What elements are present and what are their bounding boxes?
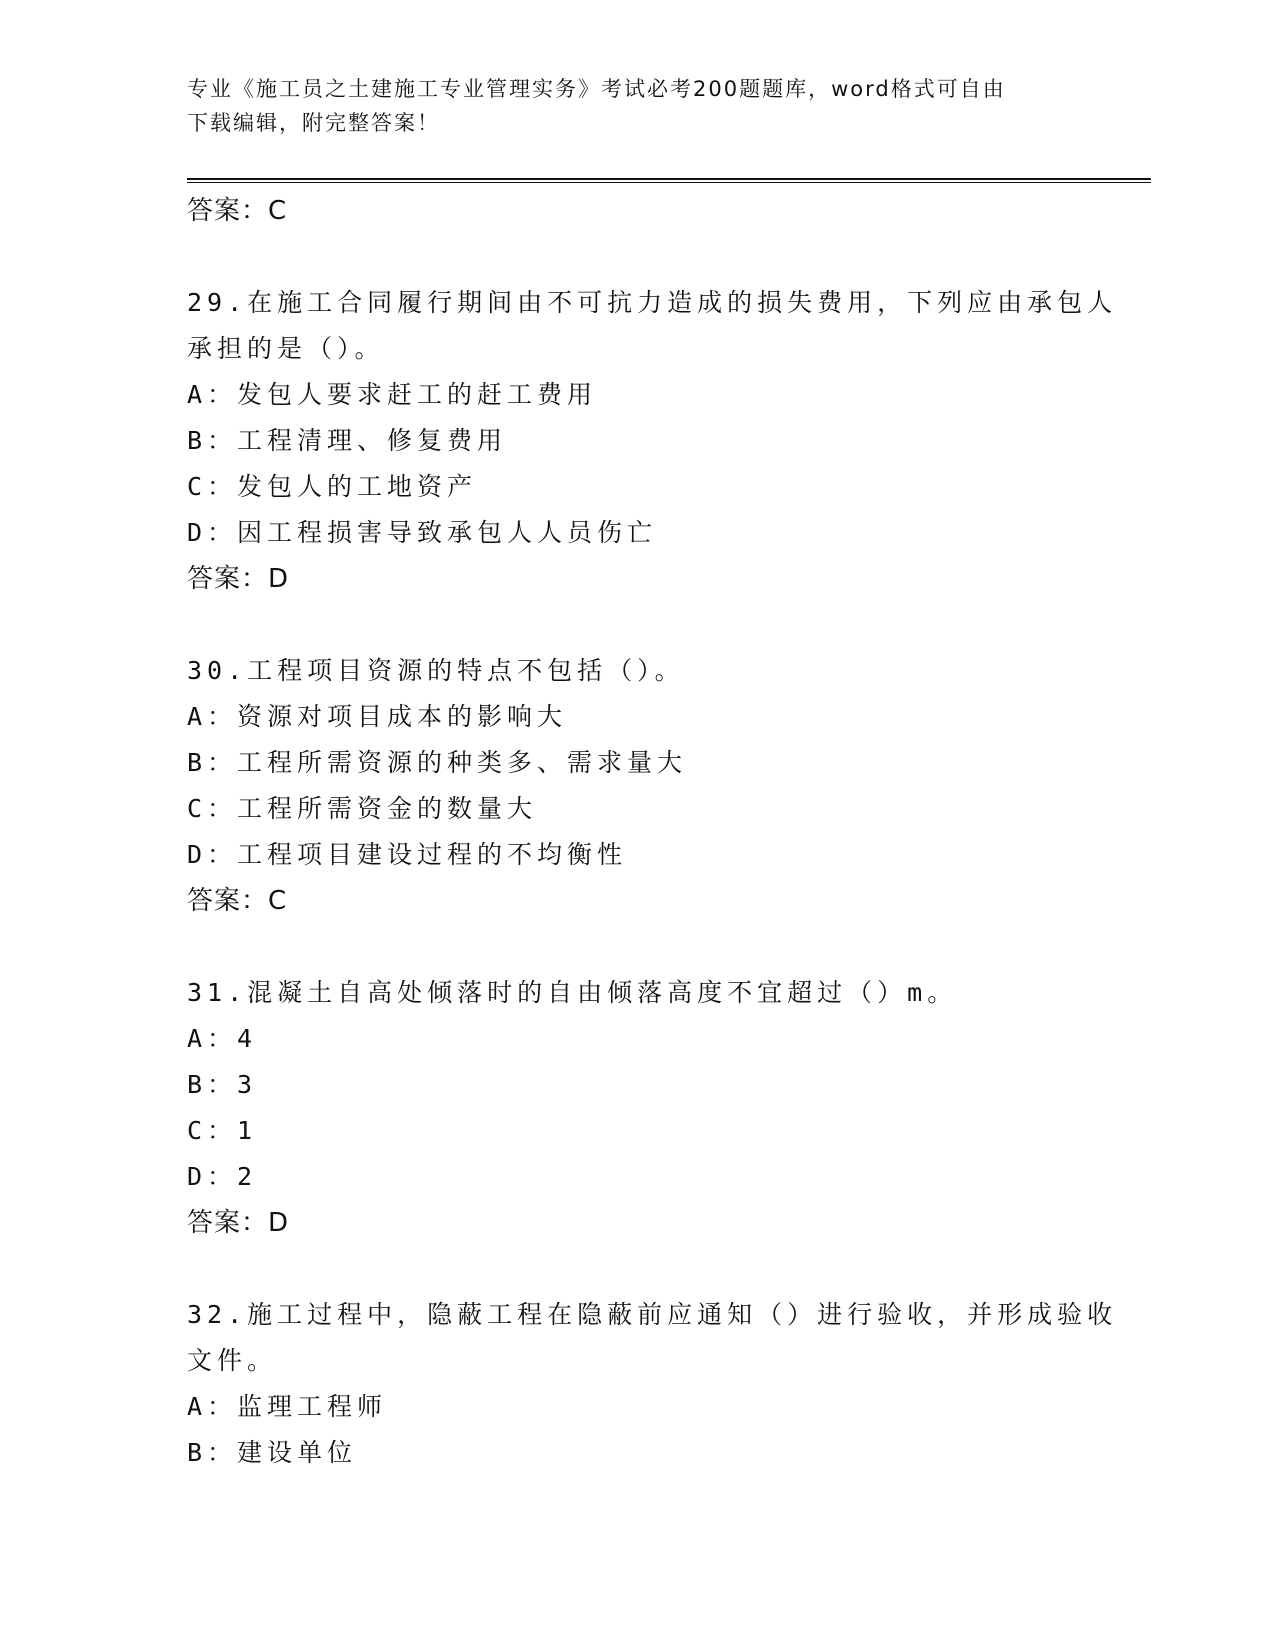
spacer xyxy=(187,602,1087,648)
option-b: B：工程清理、修复费用 xyxy=(187,426,508,455)
answer-line: 答案：C xyxy=(187,886,288,916)
question-32 xyxy=(187,1292,1118,1476)
option-a: A：发包人要求赶工的赶工费用 xyxy=(187,380,598,409)
answer-line: 答案：C xyxy=(187,196,288,226)
answer-line: 答案：D xyxy=(187,564,290,594)
spacer xyxy=(187,924,1087,970)
option-a: A：监理工程师 xyxy=(187,1392,388,1421)
option-d: D：2 xyxy=(187,1162,258,1191)
question-stem-continued: 承担的是（）。 xyxy=(187,334,385,363)
option-d: D：工程项目建设过程的不均衡性 xyxy=(187,840,628,869)
question-stem-continued: 文件。 xyxy=(187,1346,278,1375)
question-stem: 31.混凝土自高处倾落时的自由倾落高度不宜超过（）m。 xyxy=(187,978,958,1007)
option-c: C：发包人的工地资产 xyxy=(187,472,478,501)
option-a: A：资源对项目成本的影响大 xyxy=(187,702,568,731)
header-line-1: 专业《施工员之土建施工专业管理实务》考试必考200题题库，word格式可自由 xyxy=(187,77,1006,101)
question-29 xyxy=(187,280,1118,602)
question-stem: 32.施工过程中，隐蔽工程在隐蔽前应通知（）进行验收，并形成验收 xyxy=(187,1300,1118,1329)
spacer xyxy=(187,234,1087,280)
page-header xyxy=(187,72,1067,140)
option-c: C：1 xyxy=(187,1116,258,1145)
option-b: B：3 xyxy=(187,1070,258,1099)
option-d: D：因工程损害导致承包人人员伤亡 xyxy=(187,518,658,547)
question-stem: 29.在施工合同履行期间由不可抗力造成的损失费用，下列应由承包人 xyxy=(187,288,1118,317)
document-body xyxy=(187,188,1118,1476)
header-divider xyxy=(187,178,1151,183)
question-31 xyxy=(187,970,1087,1246)
question-30 xyxy=(187,648,1087,924)
answer-line: 答案：D xyxy=(187,1208,290,1238)
header-line-2: 下载编辑，附完整答案！ xyxy=(187,111,440,135)
spacer xyxy=(187,1246,1087,1292)
question-stem: 30.工程项目资源的特点不包括（）。 xyxy=(187,656,685,685)
option-b: B：建设单位 xyxy=(187,1438,358,1467)
option-c: C：工程所需资金的数量大 xyxy=(187,794,538,823)
option-b: B：工程所需资源的种类多、需求量大 xyxy=(187,748,688,777)
option-a: A：4 xyxy=(187,1024,258,1053)
